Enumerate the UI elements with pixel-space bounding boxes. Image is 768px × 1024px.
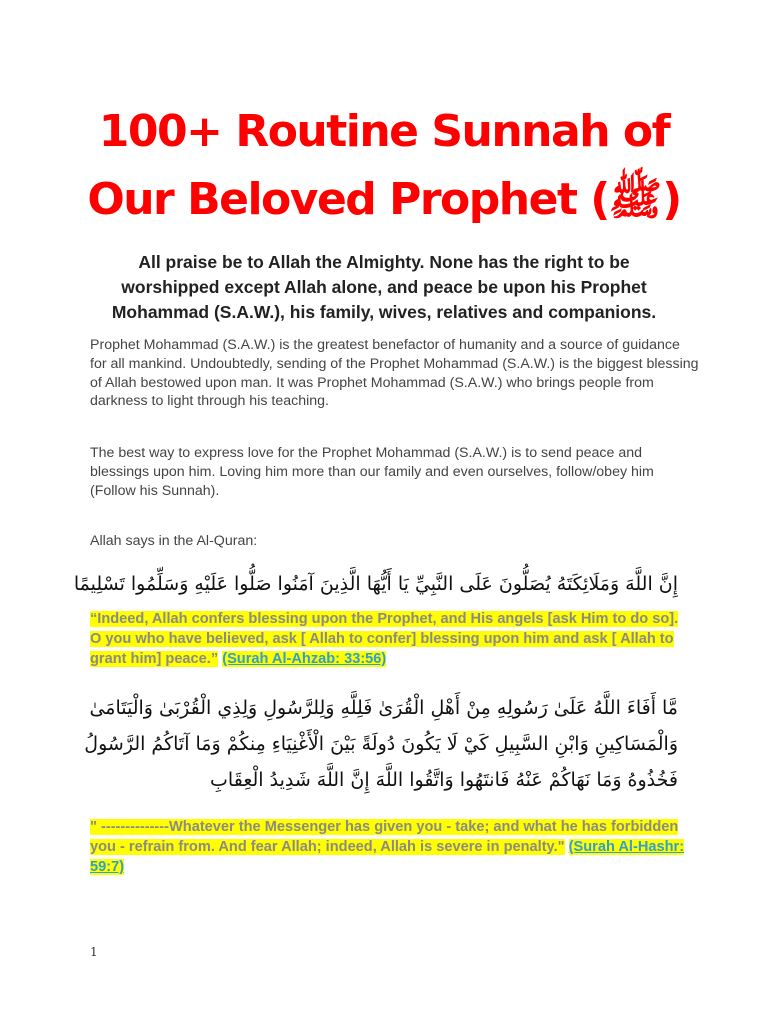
arabic-verse-ahzab: إِنَّ اللَّهَ وَمَلَائِكَتَهُ يُصَلُّونَ عَلَى النَّبِيِّ يَا أَيُّهَا الَّذِينَ آمَنُوا صَلُّوا عَلَيْهِ وَسَلِّمُوا تَسْلِيمًا [73,573,678,595]
reference-link-hashr[interactable]: (Surah Al-Hashr: 59:7) [90,839,685,875]
title-line-1: 100+ Routine Sunnah of [98,106,670,157]
title-line-2: Our Beloved Prophet (ﷺ) [87,174,681,225]
quote-ahzab-text: “Indeed, Allah confers blessing upon the Prophet, and His angels [ask Him to do so]. O you who have believed, ask [ Allah to confer] blessing upon him and ask [ Allah to grant him] peace.” [90,611,679,667]
paragraph-prophet-benefactor: Prophet Mohammad (S.A.W.) is the greatest benefactor of humanity and a source of guidance for all mankind. Undoubtedly, sending of the Prophet Mohammad (S.A.W.) is the biggest blessing of Allah bestowed upon man. It was Prophet Mohammad (S.A.W.) who brings people from darkness to light through his teaching. [90,337,699,410]
intro-praise: All praise be to Allah the Almighty. None has the right to be worshipped except Allah alone, and peace be upon his Prophet Mohammad (S.A.W.), his family, wives, relatives and companions. [111,252,657,322]
arabic-verse-hashr-line-3: فَخُذُوهُ وَمَا نَهَاكُمْ عَنْهُ فَانتَهُوا وَاتَّقُوا اللَّهَ إِنَّ اللَّهَ شَدِيدُ الْعِقَابِ [210,769,678,791]
quote-hashr [90,817,690,877]
arabic-verse-hashr-line-1: مَّا أَفَاءَ اللَّهُ عَلَىٰ رَسُولِهِ مِنْ أَهْلِ الْقُرَىٰ فَلِلَّهِ وَلِلرَّسُولِ وَلِذِي الْقُرْبَىٰ وَالْيَتَامَىٰ [89,697,678,719]
quote-hashr-text: " --------------Whatever the Messenger has given you - take; and what he has forbidden you - refrain from. And fear Allah; indeed, Allah is severe in penalty." [90,819,679,855]
arabic-verse-hashr [84,690,678,798]
quote-ahzab [90,609,690,669]
reference-link-ahzab[interactable]: (Surah Al-Ahzab: 33:56) [222,651,387,667]
page-title [60,98,708,234]
paragraph-allah-says: Allah says in the Al-Quran: [90,533,258,549]
page-number: 1 [90,945,98,959]
paragraph-express-love: The best way to express love for the Prophet Mohammad (S.A.W.) is to send peace and blessings upon him. Loving him more than our family and even ourselves, follow/obey him (Follow his Sunnah). [90,445,654,499]
arabic-verse-hashr-line-2: وَالْمَسَاكِينِ وَابْنِ السَّبِيلِ كَيْ لَا يَكُونَ دُولَةً بَيْنَ الْأَغْنِيَاءِ مِنكُمْ وَمَا آتَاكُمُ الرَّسُولُ [84,733,678,755]
